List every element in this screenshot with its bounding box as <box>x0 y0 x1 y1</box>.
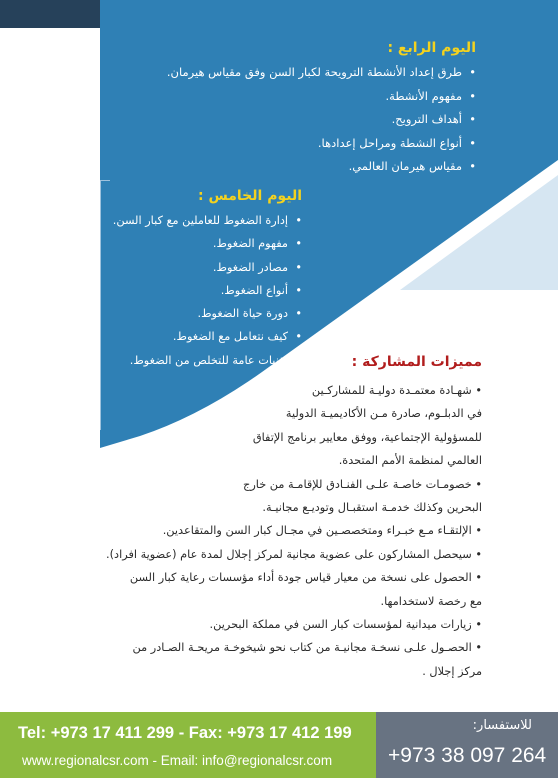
enquiries-phone[interactable]: +973 38 097 264 <box>388 744 547 767</box>
list-item: • مفهوم الضغوط. <box>12 232 302 255</box>
list-item: • إدارة الضغوط للعاملين مع كبار السن. <box>12 209 302 232</box>
feature-line: في الدبلـوم، صادرة مـن الأكاديميـة الدولية <box>285 407 482 421</box>
day-five-section <box>12 186 302 372</box>
enquiries-box <box>376 712 558 778</box>
feature-line: مركز إجلال . <box>422 664 482 678</box>
list-item: • مصادر الضغوط. <box>12 256 302 279</box>
list-item: • طرق إعداد الأنشطة الترويحة لكبار السن وفق مقياس هيرمان. <box>176 61 476 85</box>
feature-line: • الحصول على نسخة من معيار قياس جودة أداء مؤسسات رعاية كبار السن <box>129 571 482 585</box>
feature-line: للمسؤولية الإجتماعية، ووفق معايير برنامج الإتفاق <box>252 430 482 444</box>
day-five-heading: اليوم الخامس : <box>197 188 302 204</box>
feature-line: • خصومـات خاصـة علـى الفنـادق للإقامـة من خارج <box>243 477 482 491</box>
feature-line: العالمي لمنظمة الأمم المتحدة. <box>338 454 482 468</box>
day-four-section <box>166 38 476 179</box>
list-item: • مقياس هيرمان العالمي. <box>176 155 476 179</box>
participation-features-section <box>62 351 482 683</box>
list-item: • دورة حياة الضغوط. <box>12 302 302 325</box>
list-item: • كيف نتعامل مع الضغوط. <box>12 325 302 348</box>
list-item: • أنواع الضغوط. <box>12 279 302 302</box>
list-item: • أنواع النشطة ومراحل إعدادها. <box>176 132 476 156</box>
feature-line: مع رخصة لاستخدامها. <box>380 594 482 608</box>
feature-line: • سيحصل المشاركون على عضوية مجانية لمركز إجلال لمدة عام (عضوية افراد). <box>106 547 482 561</box>
day-four-list <box>166 61 476 179</box>
feature-line: • الحصـول علـى نسخـة مجانيـة من كتاب نحو شيخوخـة مريحـة الصـادر من <box>132 641 482 655</box>
feature-line: البحرين وكذلك خدمـة استقبـال وتوديـع مجانيـة. <box>262 500 482 514</box>
feature-line: • الإلتقـاء مـع خبـراء ومتخصصـين في مجـال كبار السن والمتقاعدين. <box>162 524 482 538</box>
web-email-line[interactable]: www.regionalcsr.com - Email: info@regionalcsr.com <box>22 753 333 768</box>
day-five-list <box>12 209 302 372</box>
tel-fax-line: Tel: +973 17 411 299 - Fax: +973 17 412 199 <box>18 724 352 742</box>
list-item: • تقنيات عامة للتخلص من الضغوط. <box>12 349 302 372</box>
contact-bar <box>0 712 376 778</box>
feature-line: • زيارات ميدانية لمؤسسات كبار السن في مملكة البحرين. <box>209 617 482 631</box>
enquiries-label: للاستفسار: <box>472 718 532 733</box>
list-item: • أهداف الترويح. <box>176 108 476 132</box>
frame-line-horizontal <box>100 180 110 181</box>
day-four-heading: اليوم الرابع : <box>387 40 476 56</box>
feature-line: • شهـادة معتمـدة دوليـة للمشاركـين <box>311 384 482 397</box>
list-item: • مفهوم الأنشطة. <box>176 85 476 109</box>
features-heading: مميزات المشاركة : <box>351 354 482 370</box>
